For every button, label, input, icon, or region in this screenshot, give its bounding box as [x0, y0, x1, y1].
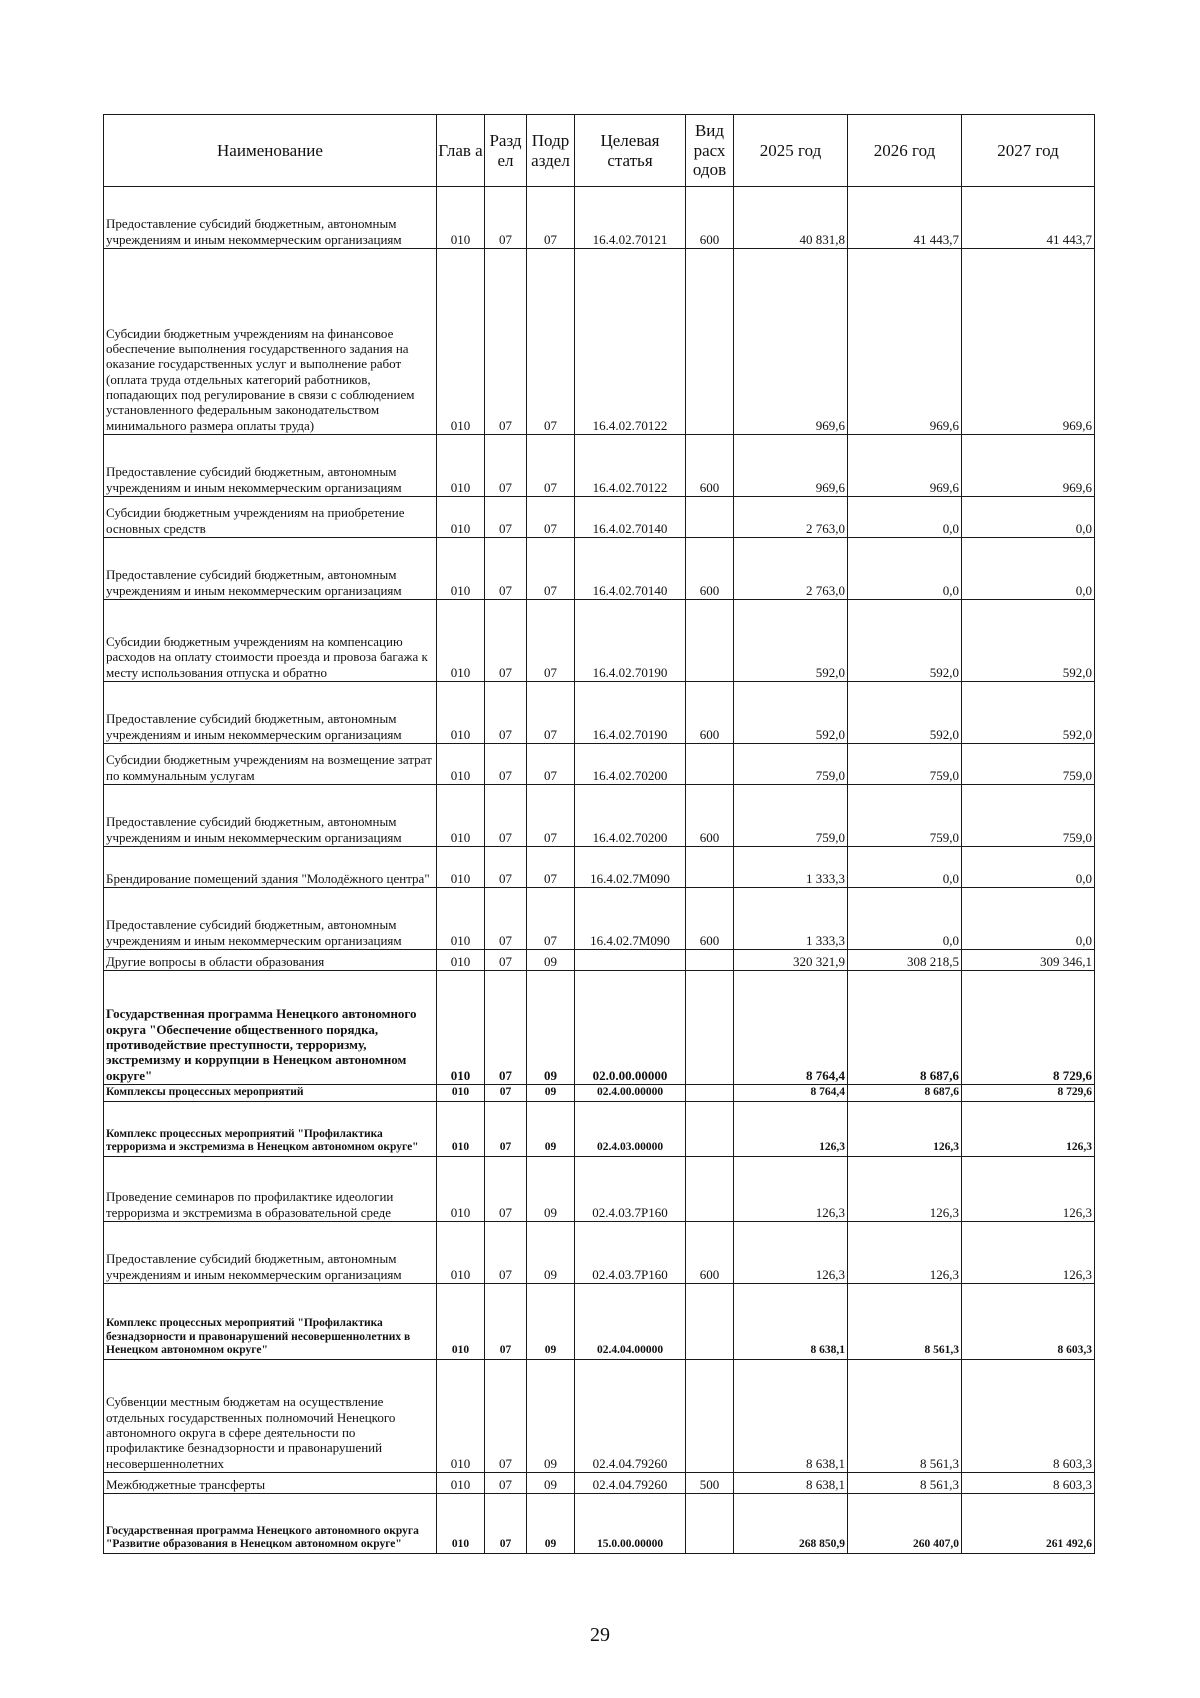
cell-vid	[686, 1360, 734, 1473]
cell-razdel: 07	[485, 847, 527, 888]
cell-celevaya: 15.0.00.00000	[575, 1494, 686, 1554]
cell-name: Проведение семинаров по профилактике идеологии терроризма и экстремизма в образовательной среде	[104, 1157, 437, 1222]
cell-y2027: 8 603,3	[962, 1360, 1095, 1473]
cell-celevaya: 02.0.00.00000	[575, 971, 686, 1085]
table-row	[104, 950, 1095, 971]
cell-y2025: 969,6	[734, 435, 848, 497]
table-row	[104, 744, 1095, 785]
cell-celevaya: 16.4.02.70121	[575, 187, 686, 249]
table-row	[104, 1157, 1095, 1222]
cell-glava: 010	[437, 435, 485, 497]
cell-podrazdel: 09	[527, 1494, 575, 1554]
cell-y2026: 969,6	[848, 249, 962, 435]
cell-celevaya: 16.4.02.70200	[575, 785, 686, 847]
cell-y2027: 8 729,6	[962, 971, 1095, 1085]
cell-name: Предоставление субсидий бюджетным, автономным учреждениям и иным некоммерческим организациям	[104, 888, 437, 950]
table-row	[104, 249, 1095, 435]
cell-y2027: 969,6	[962, 249, 1095, 435]
cell-razdel: 07	[485, 971, 527, 1085]
cell-name: Комплекс процессных мероприятий "Профилактика терроризма и экстремизма в Ненецком автономном округе"	[104, 1102, 437, 1157]
cell-name: Комплекс процессных мероприятий "Профилактика безнадзорности и правонарушений несовершеннолетних в Ненецком автономном округе"	[104, 1284, 437, 1360]
cell-vid	[686, 971, 734, 1085]
table-row	[104, 785, 1095, 847]
table-row	[104, 1473, 1095, 1494]
cell-y2027: 0,0	[962, 538, 1095, 600]
cell-y2025: 8 764,4	[734, 971, 848, 1085]
cell-y2026: 8 687,6	[848, 1085, 962, 1102]
cell-razdel: 07	[485, 1494, 527, 1554]
cell-vid: 600	[686, 187, 734, 249]
cell-y2026: 308 218,5	[848, 950, 962, 971]
cell-celevaya: 16.4.02.70190	[575, 600, 686, 682]
cell-name: Предоставление субсидий бюджетным, автономным учреждениям и иным некоммерческим организациям	[104, 187, 437, 249]
cell-glava: 010	[437, 1157, 485, 1222]
cell-vid: 600	[686, 785, 734, 847]
cell-podrazdel: 09	[527, 1360, 575, 1473]
cell-razdel: 07	[485, 600, 527, 682]
cell-y2025: 8 638,1	[734, 1360, 848, 1473]
cell-y2026: 759,0	[848, 785, 962, 847]
cell-podrazdel: 07	[527, 744, 575, 785]
header-podrazdel: Подр аздел	[527, 115, 575, 187]
cell-celevaya: 02.4.03.00000	[575, 1102, 686, 1157]
cell-name: Предоставление субсидий бюджетным, автономным учреждениям и иным некоммерческим организациям	[104, 682, 437, 744]
cell-celevaya: 16.4.02.70140	[575, 538, 686, 600]
table-row	[104, 1222, 1095, 1284]
cell-y2026: 0,0	[848, 847, 962, 888]
cell-y2027: 0,0	[962, 497, 1095, 538]
cell-razdel: 07	[485, 538, 527, 600]
header-2027: 2027 год	[962, 115, 1095, 187]
cell-name: Субвенции местным бюджетам на осуществление отдельных государственных полномочий Ненецкого автономного округа в сфере деятельности по профилактике безнадзорности и правонарушений несовершеннолетних	[104, 1360, 437, 1473]
cell-y2025: 8 638,1	[734, 1284, 848, 1360]
table-row	[104, 538, 1095, 600]
cell-vid	[686, 950, 734, 971]
cell-y2027: 126,3	[962, 1102, 1095, 1157]
cell-glava: 010	[437, 600, 485, 682]
cell-vid	[686, 744, 734, 785]
table-row	[104, 1494, 1095, 1554]
cell-y2026: 260 407,0	[848, 1494, 962, 1554]
cell-glava: 010	[437, 950, 485, 971]
cell-glava: 010	[437, 888, 485, 950]
cell-name: Субсидии бюджетным учреждениям на компенсацию расходов на оплату стоимости проезда и провоза багажа к месту использования отпуска и обратно	[104, 600, 437, 682]
cell-podrazdel: 07	[527, 785, 575, 847]
cell-y2026: 592,0	[848, 600, 962, 682]
cell-name: Субсидии бюджетным учреждениям на возмещение затрат по коммунальным услугам	[104, 744, 437, 785]
cell-razdel: 07	[485, 1360, 527, 1473]
cell-y2025: 8 638,1	[734, 1473, 848, 1494]
cell-y2025: 2 763,0	[734, 538, 848, 600]
cell-y2025: 592,0	[734, 682, 848, 744]
cell-y2027: 0,0	[962, 888, 1095, 950]
cell-y2026: 8 687,6	[848, 971, 962, 1085]
cell-glava: 010	[437, 1494, 485, 1554]
table-row	[104, 187, 1095, 249]
cell-podrazdel: 07	[527, 888, 575, 950]
cell-name: Комплексы процессных мероприятий	[104, 1085, 437, 1102]
cell-podrazdel: 09	[527, 950, 575, 971]
cell-y2027: 759,0	[962, 785, 1095, 847]
cell-celevaya: 02.4.03.7P160	[575, 1222, 686, 1284]
table-row	[104, 1085, 1095, 1102]
table-row	[104, 1102, 1095, 1157]
cell-vid	[686, 1284, 734, 1360]
cell-name: Предоставление субсидий бюджетным, автономным учреждениям и иным некоммерческим организациям	[104, 1222, 437, 1284]
cell-vid	[686, 847, 734, 888]
header-vid: Вид расх одов	[686, 115, 734, 187]
cell-y2027: 8 603,3	[962, 1284, 1095, 1360]
page-number: 29	[590, 1624, 610, 1646]
cell-glava: 010	[437, 785, 485, 847]
cell-glava: 010	[437, 1085, 485, 1102]
header-2025: 2025 год	[734, 115, 848, 187]
cell-y2025: 759,0	[734, 785, 848, 847]
cell-celevaya: 16.4.02.7M090	[575, 847, 686, 888]
cell-podrazdel: 07	[527, 847, 575, 888]
cell-razdel: 07	[485, 888, 527, 950]
cell-y2026: 0,0	[848, 538, 962, 600]
cell-podrazdel: 09	[527, 1157, 575, 1222]
cell-y2026: 8 561,3	[848, 1473, 962, 1494]
cell-y2027: 969,6	[962, 435, 1095, 497]
cell-celevaya: 16.4.02.70122	[575, 249, 686, 435]
cell-podrazdel: 07	[527, 249, 575, 435]
cell-podrazdel: 09	[527, 971, 575, 1085]
header-name: Наименование	[104, 115, 437, 187]
cell-y2027: 309 346,1	[962, 950, 1095, 971]
cell-name: Государственная программа Ненецкого автономного округа "Развитие образования в Ненецком автономном округе"	[104, 1494, 437, 1554]
cell-y2025: 126,3	[734, 1222, 848, 1284]
cell-podrazdel: 09	[527, 1284, 575, 1360]
cell-y2027: 8 603,3	[962, 1473, 1095, 1494]
cell-razdel: 07	[485, 497, 527, 538]
cell-glava: 010	[437, 847, 485, 888]
cell-razdel: 07	[485, 1284, 527, 1360]
table-row	[104, 971, 1095, 1085]
cell-vid: 600	[686, 1222, 734, 1284]
cell-glava: 010	[437, 1102, 485, 1157]
cell-vid: 600	[686, 682, 734, 744]
cell-y2026: 0,0	[848, 497, 962, 538]
cell-glava: 010	[437, 187, 485, 249]
cell-podrazdel: 07	[527, 682, 575, 744]
cell-y2026: 592,0	[848, 682, 962, 744]
cell-y2026: 126,3	[848, 1102, 962, 1157]
cell-celevaya: 16.4.02.70122	[575, 435, 686, 497]
header-glava: Глав а	[437, 115, 485, 187]
table-row	[104, 1284, 1095, 1360]
cell-y2026: 41 443,7	[848, 187, 962, 249]
header-2026: 2026 год	[848, 115, 962, 187]
table-row	[104, 847, 1095, 888]
cell-y2026: 0,0	[848, 888, 962, 950]
cell-glava: 010	[437, 1284, 485, 1360]
cell-podrazdel: 07	[527, 435, 575, 497]
cell-celevaya: 02.4.04.00000	[575, 1284, 686, 1360]
cell-razdel: 07	[485, 682, 527, 744]
cell-podrazdel: 09	[527, 1085, 575, 1102]
cell-name: Межбюджетные трансферты	[104, 1473, 437, 1494]
table-row	[104, 497, 1095, 538]
cell-y2026: 8 561,3	[848, 1284, 962, 1360]
cell-celevaya: 02.4.00.00000	[575, 1085, 686, 1102]
cell-vid	[686, 1102, 734, 1157]
cell-razdel: 07	[485, 435, 527, 497]
cell-podrazdel: 07	[527, 187, 575, 249]
cell-y2025: 320 321,9	[734, 950, 848, 971]
cell-vid	[686, 1085, 734, 1102]
cell-glava: 010	[437, 497, 485, 538]
table-body	[104, 187, 1095, 1554]
cell-podrazdel: 09	[527, 1222, 575, 1284]
cell-y2025: 2 763,0	[734, 497, 848, 538]
cell-glava: 010	[437, 538, 485, 600]
cell-y2026: 969,6	[848, 435, 962, 497]
cell-podrazdel: 07	[527, 497, 575, 538]
cell-glava: 010	[437, 249, 485, 435]
cell-razdel: 07	[485, 950, 527, 971]
cell-glava: 010	[437, 971, 485, 1085]
table-row	[104, 888, 1095, 950]
cell-razdel: 07	[485, 1085, 527, 1102]
cell-y2025: 268 850,9	[734, 1494, 848, 1554]
cell-y2027: 8 729,6	[962, 1085, 1095, 1102]
cell-y2026: 126,3	[848, 1157, 962, 1222]
cell-y2026: 126,3	[848, 1222, 962, 1284]
cell-celevaya	[575, 950, 686, 971]
cell-vid	[686, 1157, 734, 1222]
cell-celevaya: 16.4.02.7M090	[575, 888, 686, 950]
cell-celevaya: 16.4.02.70140	[575, 497, 686, 538]
cell-y2027: 261 492,6	[962, 1494, 1095, 1554]
cell-y2027: 126,3	[962, 1222, 1095, 1284]
cell-y2027: 126,3	[962, 1157, 1095, 1222]
cell-y2025: 126,3	[734, 1102, 848, 1157]
cell-name: Предоставление субсидий бюджетным, автономным учреждениям и иным некоммерческим организациям	[104, 435, 437, 497]
header-razdel: Разд ел	[485, 115, 527, 187]
cell-y2027: 592,0	[962, 600, 1095, 682]
cell-vid	[686, 497, 734, 538]
cell-celevaya: 02.4.03.7P160	[575, 1157, 686, 1222]
header-celevaya: Целевая статья	[575, 115, 686, 187]
cell-razdel: 07	[485, 1102, 527, 1157]
table-row	[104, 435, 1095, 497]
cell-razdel: 07	[485, 187, 527, 249]
cell-podrazdel: 09	[527, 1473, 575, 1494]
cell-razdel: 07	[485, 1222, 527, 1284]
cell-y2026: 8 561,3	[848, 1360, 962, 1473]
cell-name: Субсидии бюджетным учреждениям на финансовое обеспечение выполнения государственного задания на оказание государственных услуг и выполнение работ (оплата труда отдельных категорий работников, попадающих под регулирование в связи с соблюдением установленного федеральным законодательством минимального размера оплаты труда)	[104, 249, 437, 435]
cell-celevaya: 16.4.02.70200	[575, 744, 686, 785]
cell-podrazdel: 07	[527, 600, 575, 682]
cell-glava: 010	[437, 1222, 485, 1284]
cell-vid: 600	[686, 538, 734, 600]
cell-name: Субсидии бюджетным учреждениям на приобретение основных средств	[104, 497, 437, 538]
budget-table	[103, 114, 1095, 1554]
cell-razdel: 07	[485, 1473, 527, 1494]
cell-vid	[686, 600, 734, 682]
cell-y2025: 759,0	[734, 744, 848, 785]
cell-celevaya: 02.4.04.79260	[575, 1473, 686, 1494]
cell-y2027: 592,0	[962, 682, 1095, 744]
cell-y2026: 759,0	[848, 744, 962, 785]
cell-vid: 600	[686, 888, 734, 950]
cell-name: Брендирование помещений здания "Молодёжного центра"	[104, 847, 437, 888]
cell-podrazdel: 09	[527, 1102, 575, 1157]
cell-y2025: 126,3	[734, 1157, 848, 1222]
cell-y2025: 1 333,3	[734, 888, 848, 950]
table-row	[104, 1360, 1095, 1473]
cell-glava: 010	[437, 1360, 485, 1473]
cell-vid: 500	[686, 1473, 734, 1494]
table-row	[104, 682, 1095, 744]
cell-celevaya: 16.4.02.70190	[575, 682, 686, 744]
cell-razdel: 07	[485, 785, 527, 847]
cell-vid	[686, 1494, 734, 1554]
cell-celevaya: 02.4.04.79260	[575, 1360, 686, 1473]
cell-razdel: 07	[485, 249, 527, 435]
cell-y2025: 40 831,8	[734, 187, 848, 249]
cell-y2025: 8 764,4	[734, 1085, 848, 1102]
cell-y2025: 969,6	[734, 249, 848, 435]
cell-razdel: 07	[485, 744, 527, 785]
cell-y2025: 592,0	[734, 600, 848, 682]
table-header-row	[104, 115, 1095, 187]
cell-glava: 010	[437, 1473, 485, 1494]
cell-name: Предоставление субсидий бюджетным, автономным учреждениям и иным некоммерческим организациям	[104, 538, 437, 600]
cell-y2027: 0,0	[962, 847, 1095, 888]
cell-podrazdel: 07	[527, 538, 575, 600]
cell-vid: 600	[686, 435, 734, 497]
cell-y2027: 759,0	[962, 744, 1095, 785]
cell-razdel: 07	[485, 1157, 527, 1222]
cell-name: Другие вопросы в области образования	[104, 950, 437, 971]
cell-glava: 010	[437, 682, 485, 744]
cell-name: Предоставление субсидий бюджетным, автономным учреждениям и иным некоммерческим организациям	[104, 785, 437, 847]
cell-y2025: 1 333,3	[734, 847, 848, 888]
cell-vid	[686, 249, 734, 435]
cell-y2027: 41 443,7	[962, 187, 1095, 249]
table-row	[104, 600, 1095, 682]
cell-glava: 010	[437, 744, 485, 785]
cell-name: Государственная программа Ненецкого автономного округа "Обеспечение общественного порядка, противодействие преступности, терроризму, экстремизму и коррупции в Ненецком автономном округе"	[104, 971, 437, 1085]
